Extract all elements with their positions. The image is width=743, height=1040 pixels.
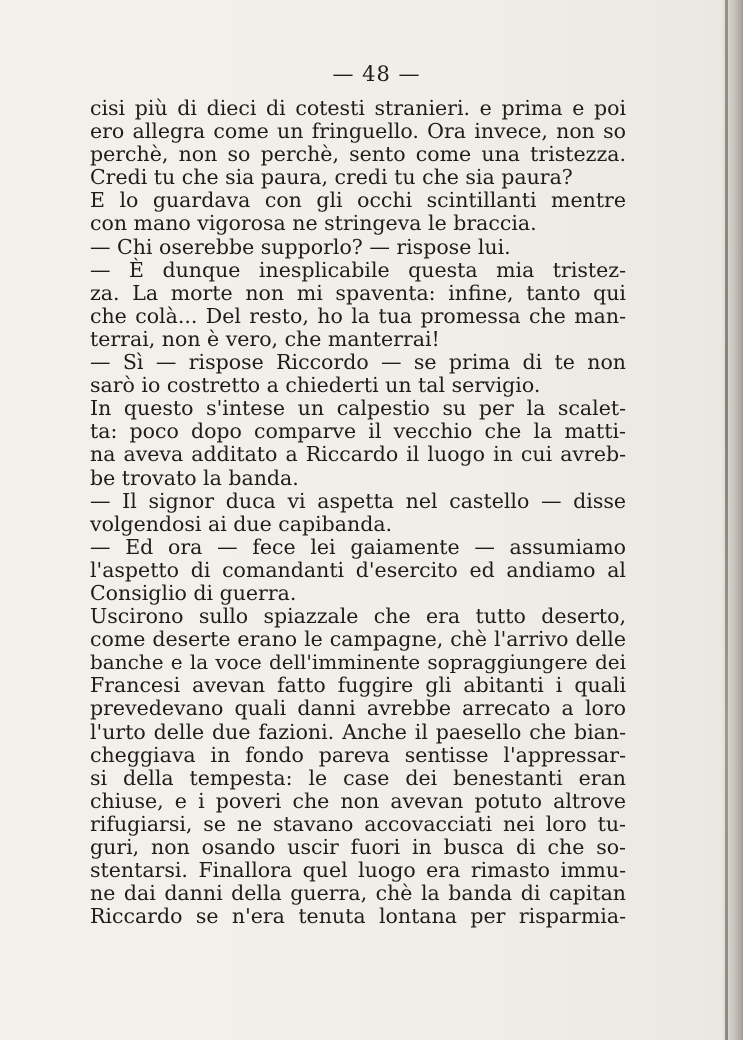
text-line: l'urto delle due fazioni. Anche il paesello che bian- [90,719,626,744]
text-line: E lo guardava con gli occhi scintillanti mentre [90,188,626,213]
text-line: con mano vigorosa ne stringeva le braccia. [90,211,537,236]
text-line: volgendosi ai due capibanda. [90,511,393,536]
text-line: si della tempesta: le case dei benestanti eran [90,765,626,790]
body-text [90,97,626,928]
text-line: stentarsi. Finallora quel luogo era rimasto immu- [90,858,626,883]
text-line: ne dai danni della guerra, chè la banda di capitan [90,881,626,906]
text-line: ta: poco dopo comparve il vecchio che la matti- [90,419,626,444]
text-line: — Il signor duca vi aspetta nel castello — disse [90,488,626,513]
text-line: za. La morte non mi spaventa: infine, tanto qui [90,280,626,305]
text-line: — Sì — rispose Riccordo — se prima di te non [90,350,626,375]
text-line: be trovato la banda. [90,465,299,490]
text-line: rifugiarsi, se ne stavano accovacciati nei loro tu- [90,811,626,836]
text-line: Consiglio di guerra. [90,580,297,605]
text-line: na aveva additato a Riccardo il luogo in cui avreb- [90,442,626,467]
text-line: cheggiava in fondo pareva sentisse l'appressar- [90,742,626,767]
text-line: guri, non osando uscir fuori in busca di che so- [90,835,626,859]
text-line: — Chi oserebbe supporlo? — rispose lui. [90,234,511,259]
text-line: perchè, non so perchè, sento come una tristezza. [90,142,626,167]
text-line: ero allegra come un fringuello. Ora invece, non so [90,119,626,144]
text-line: Uscirono sullo spiazzale che era tutto deserto, [90,604,626,629]
text-line: sarò io costretto a chiederti un tal servigio. [90,373,541,398]
binding-edge [725,0,728,1040]
text-line: banche e la voce dell'imminente sopraggiungere dei [90,650,626,675]
text-line: Riccardo se n'era tenuta lontana per risparmia- [90,904,626,929]
page-number: — 48 — [332,62,421,86]
text-line: — È dunque inesplicabile questa mia tristez- [90,257,626,282]
text-line: Credi tu che sia paura, credi tu che sia paura? [90,165,573,190]
text-line: come deserte erano le campagne, chè l'arrivo delle [90,627,626,652]
text-line: prevedevano quali danni avrebbe arrecato a loro [90,696,626,721]
text-line: che colà... Del resto, ho la tua promessa che man- [90,303,626,328]
text-line: chiuse, e i poveri che non avevan potuto altrove [90,788,626,813]
text-line: terrai, non è vero, che manterrai! [90,326,440,351]
text-line: cisi più di dieci di cotesti stranieri. e prima e poi [90,96,626,120]
text-line: — Ed ora — fece lei gaiamente — assumiamo [90,534,626,559]
text-line: In questo s'intese un calpestio su per la scalet- [90,396,626,421]
text-line: Francesi avevan fatto fuggire gli abitanti i quali [90,673,626,698]
text-line: l'aspetto di comandanti d'esercito ed andiamo al [90,557,626,582]
